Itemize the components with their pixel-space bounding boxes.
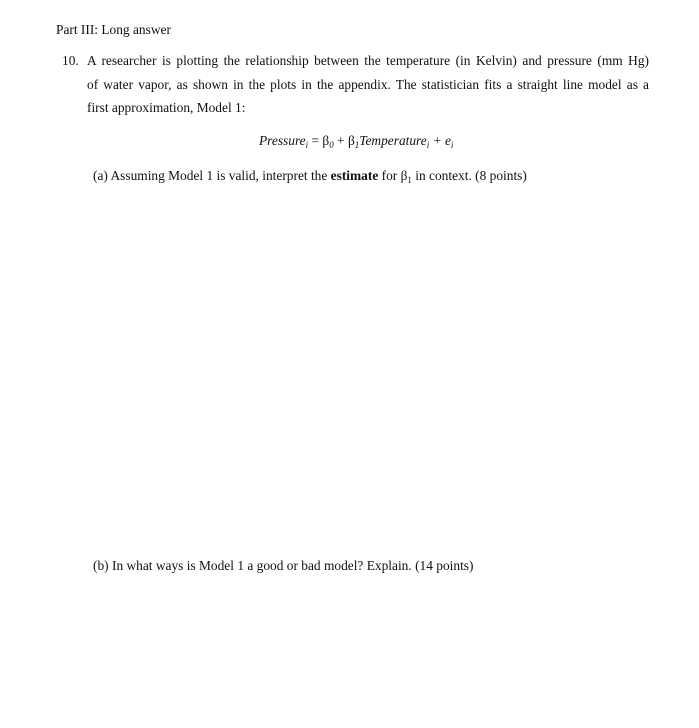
eq-sub-i: i: [450, 140, 454, 150]
part-a: [93, 168, 527, 184]
eq-term: Temperature: [359, 133, 427, 148]
part-a-text: Assuming Model 1 is valid, interpret the: [110, 168, 328, 183]
question-number: 10.: [62, 53, 79, 68]
question-text-line-3: first approximation, Model 1:: [87, 100, 246, 115]
part-a-bold: estimate: [330, 168, 379, 183]
eq-sub-1: 1: [354, 140, 360, 150]
eq-sub-i: i: [426, 140, 430, 150]
question-text-line-2: of water vapor, as shown in the plots in the appendix. The statistician fits a straight line model as a: [87, 77, 649, 92]
section-title: Part III: Long answer: [56, 22, 171, 37]
part-a-sub: 1: [407, 175, 412, 185]
eq-sub-i: i: [305, 140, 309, 150]
model-equation: [259, 133, 453, 149]
eq-sub-0: 0: [329, 140, 334, 150]
eq-plus-beta: + β: [333, 133, 355, 148]
eq-equals-beta: = β: [308, 133, 330, 148]
eq-lhs: Pressure: [259, 133, 306, 148]
part-a-text-post: in context. (8 points): [415, 168, 527, 183]
part-b: [93, 558, 473, 574]
part-b-text: In what ways is Model 1 a good or bad model? Explain. (14 points): [111, 558, 474, 573]
part-a-label: (a): [93, 168, 108, 183]
part-b-label: (b): [93, 558, 109, 573]
eq-plus-error: + e: [429, 133, 451, 148]
part-a-text-mid: for β: [381, 168, 408, 183]
question-text-line-1: A researcher is plotting the relationship between the temperature (in Kelvin) and pressure (mm Hg): [87, 53, 649, 68]
